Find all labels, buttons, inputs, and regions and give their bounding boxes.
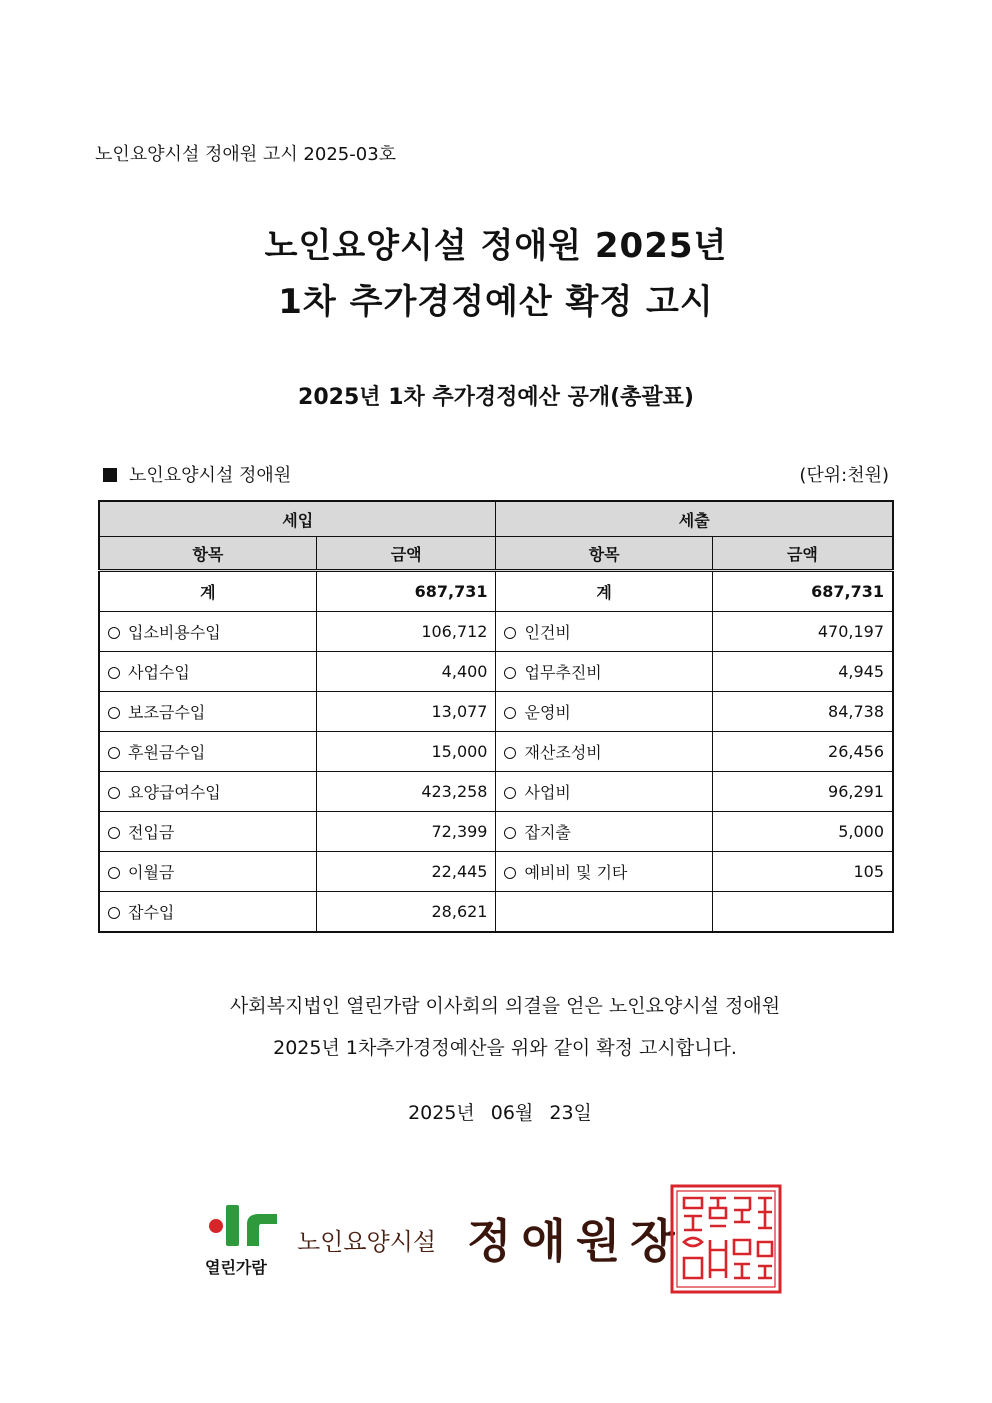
circle-bullet-icon	[108, 667, 120, 679]
revenue-item: 이월금	[128, 863, 175, 882]
expense-amount: 96,291	[712, 772, 893, 812]
expense-item: 인건비	[524, 623, 571, 642]
expense-header: 세출	[496, 501, 893, 537]
revenue-total-amount: 687,731	[316, 571, 496, 612]
table-row	[99, 692, 893, 732]
table-header-row	[99, 501, 893, 537]
page-title-line2: 1차 추가경정예산 확정 고시	[278, 282, 714, 322]
revenue-amount: 15,000	[316, 732, 496, 772]
signature-name: 정애원장	[467, 1214, 685, 1268]
expense-amount: 105	[712, 852, 893, 892]
revenue-item: 사업수입	[128, 663, 190, 682]
table-row	[99, 892, 893, 933]
signature-prefix: 노인요양시설	[297, 1228, 437, 1256]
page-title-line1: 노인요양시설 정애원 2025년	[264, 226, 728, 266]
notice-number: 노인요양시설 정애원 고시 2025-03호	[95, 144, 397, 165]
circle-bullet-icon	[504, 827, 516, 839]
circle-bullet-icon	[108, 627, 120, 639]
table-row	[99, 852, 893, 892]
revenue-amount-header: 금액	[316, 537, 496, 571]
total-row	[99, 571, 893, 612]
revenue-header: 세입	[99, 501, 496, 537]
expense-amount: 5,000	[712, 812, 893, 852]
square-bullet-icon	[103, 468, 117, 482]
closing-line2: 2025년 1차추가경정예산을 위와 같이 확정 고시합니다.	[273, 1037, 737, 1059]
revenue-amount: 423,258	[316, 772, 496, 812]
expense-total-amount: 687,731	[712, 571, 893, 612]
facility-row	[103, 461, 889, 487]
expense-item: 예비비 및 기타	[524, 863, 628, 882]
revenue-item: 후원금수입	[128, 743, 206, 762]
page-title	[0, 218, 992, 330]
expense-amount-empty	[712, 892, 893, 933]
expense-amount: 4,945	[712, 652, 893, 692]
revenue-amount: 28,621	[316, 892, 496, 933]
revenue-total-label: 계	[99, 571, 316, 612]
revenue-amount: 4,400	[316, 652, 496, 692]
table-row	[99, 612, 893, 652]
table-row	[99, 772, 893, 812]
circle-bullet-icon	[504, 867, 516, 879]
circle-bullet-icon	[108, 747, 120, 759]
facility-label	[103, 461, 291, 487]
expense-item: 잡지출	[524, 823, 571, 842]
circle-bullet-icon	[108, 827, 120, 839]
expense-amount: 26,456	[712, 732, 893, 772]
circle-bullet-icon	[504, 787, 516, 799]
revenue-amount: 13,077	[316, 692, 496, 732]
revenue-item: 잡수입	[128, 903, 175, 922]
expense-item: 운영비	[524, 703, 571, 722]
signature-block	[205, 1200, 805, 1300]
revenue-amount: 72,399	[316, 812, 496, 852]
circle-bullet-icon	[504, 667, 516, 679]
revenue-amount: 22,445	[316, 852, 496, 892]
logo-text: 열린가람	[205, 1258, 267, 1277]
facility-name: 노인요양시설 정애원	[129, 465, 292, 486]
table-row	[99, 732, 893, 772]
revenue-item: 요양급여수입	[128, 783, 221, 802]
expense-item-header: 항목	[496, 537, 712, 571]
circle-bullet-icon	[504, 707, 516, 719]
table-row	[99, 812, 893, 852]
revenue-item: 보조금수입	[128, 703, 206, 722]
expense-item-empty	[496, 892, 712, 933]
circle-bullet-icon	[108, 787, 120, 799]
circle-bullet-icon	[108, 707, 120, 719]
closing-line1: 사회복지법인 열린가람 이사회의 의결을 얻은 노인요양시설 정애원	[229, 995, 781, 1017]
expense-item: 업무추진비	[524, 663, 602, 682]
official-seal-icon	[670, 1184, 782, 1294]
expense-amount: 84,738	[712, 692, 893, 732]
expense-item: 사업비	[524, 783, 571, 802]
revenue-item: 입소비용수입	[128, 623, 221, 642]
notice-date: 2025년 06월 23일	[408, 1102, 592, 1124]
expense-amount: 470,197	[712, 612, 893, 652]
unit-label: (단위:천원)	[799, 465, 889, 486]
section-subtitle: 2025년 1차 추가경정예산 공개(총괄표)	[298, 385, 694, 410]
expense-amount-header: 금액	[712, 537, 893, 571]
closing-statement	[0, 985, 992, 1069]
table-subheader-row	[99, 537, 893, 571]
circle-bullet-icon	[504, 627, 516, 639]
revenue-item-header: 항목	[99, 537, 316, 571]
table-row	[99, 652, 893, 692]
revenue-amount: 106,712	[316, 612, 496, 652]
expense-item: 재산조성비	[524, 743, 602, 762]
circle-bullet-icon	[108, 867, 120, 879]
circle-bullet-icon	[108, 907, 120, 919]
budget-summary-table	[98, 500, 894, 933]
expense-total-label: 계	[496, 571, 712, 612]
circle-bullet-icon	[504, 747, 516, 759]
revenue-item: 전입금	[128, 823, 175, 842]
